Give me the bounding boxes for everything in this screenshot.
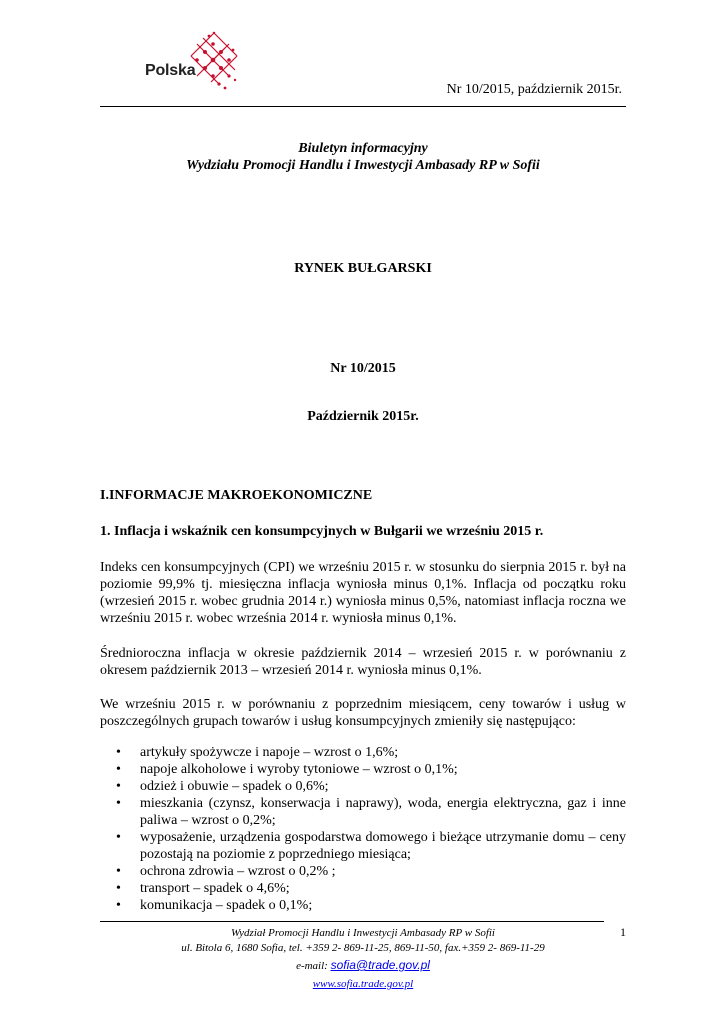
section-heading: I.INFORMACJE MAKROEKONOMICZNE [100, 488, 373, 503]
footer-address: ul. Bitola 6, 1680 Sofia, tel. +359 2- 869-11-25, 869-11-50, fax.+359 2- 869-11-29 [181, 942, 545, 954]
bulletin-title-line2: Wydziału Promocji Handlu i Inwestycji Ambasady RP w Sofii [186, 158, 540, 173]
paragraph-cpi: Indeks cen konsumpcyjnych (CPI) we wrześniu 2015 r. w stosunku do sierpnia 2015 r. był na poziomie 99,9% tj. miesięczna inflacja wyniosła minus 0,1%. Inflacja od początku roku (wrzesień 2015 r. wobec grudnia 2014 r.) wyniosła minus 0,5%, natomiast inflacja roczna we wrześniu 2015 r. wobec września 2014 r. wyniosła minus 0,1%. [100, 560, 626, 626]
footer-email-line [100, 958, 626, 973]
page-number: 1 [620, 925, 626, 939]
bullet-icon: • [116, 745, 121, 760]
logo-text: Polska [145, 62, 196, 79]
issue-month: Październik 2015r. [307, 409, 419, 424]
list-item: • ochrona zdrowia – wzrost o 0,2% ; [116, 864, 336, 879]
header-divider [100, 106, 626, 107]
list-item: • komunikacja – spadek o 0,1%; [116, 898, 313, 913]
issue-number: Nr 10/2015 [330, 361, 396, 376]
paragraph-price-changes: We wrześniu 2015 r. w porównaniu z poprzednim miesiącem, ceny towarów i usług w poszczególnych grupach towarów i usług konsumpcyjnych zmieniły się następująco: [100, 697, 626, 729]
price-change-list [100, 744, 626, 914]
bulletin-title [100, 140, 626, 174]
bullet-icon: • [116, 864, 121, 879]
list-item: • odzież i obuwie – spadek o 0,6%; [116, 779, 329, 794]
subsection-heading: 1. Inflacja i wskaźnik cen konsumpcyjnych w Bułgarii we wrześniu 2015 r. [100, 524, 544, 539]
polska-logo [145, 30, 245, 100]
list-item: • mieszkania (czynsz, konserwacja i naprawy), woda, energia elektryczna, gaz i inne paliwa – wzrost o 0,2%; [116, 796, 626, 828]
bullet-icon: • [116, 779, 121, 794]
bullet-icon: • [116, 796, 121, 811]
list-item: • artykuły spożywcze i napoje – wzrost o 1,6%; [116, 745, 399, 760]
footer-divider [100, 921, 604, 922]
email-link[interactable]: sofia@trade.gov.pl [330, 958, 430, 972]
list-item: • wyposażenie, urządzenia gospodarstwa domowego i bieżące utrzymanie domu – ceny pozostają na poziomie z poprzedniego miesiąca; [116, 830, 626, 862]
bullet-icon: • [116, 881, 121, 896]
email-label: e-mail: [296, 960, 331, 972]
paragraph-average-inflation: Średnioroczna inflacja w okresie październik 2014 – wrzesień 2015 r. w porównaniu z okresem październik 2013 – wrzesień 2014 r. wyniosła minus 0,1%. [100, 646, 626, 678]
market-title: RYNEK BUŁGARSKI [294, 261, 432, 276]
logo-cross-pattern-icon [189, 30, 239, 96]
footer-department: Wydział Promocji Handlu i Inwestycji Ambasady RP w Sofii [231, 927, 495, 939]
bullet-icon: • [116, 830, 121, 845]
list-item: • napoje alkoholowe i wyroby tytoniowe – wzrost o 0,1%; [116, 762, 458, 777]
list-item: • transport – spadek o 4,6%; [116, 881, 290, 896]
bullet-icon: • [116, 762, 121, 777]
bullet-icon: • [116, 898, 121, 913]
website-link[interactable]: www.sofia.trade.gov.pl [312, 978, 414, 990]
document-reference: Nr 10/2015, październik 2015r. [446, 82, 622, 97]
bulletin-title-line1: Biuletyn informacyjny [298, 141, 428, 156]
footer-website-line [100, 977, 626, 991]
